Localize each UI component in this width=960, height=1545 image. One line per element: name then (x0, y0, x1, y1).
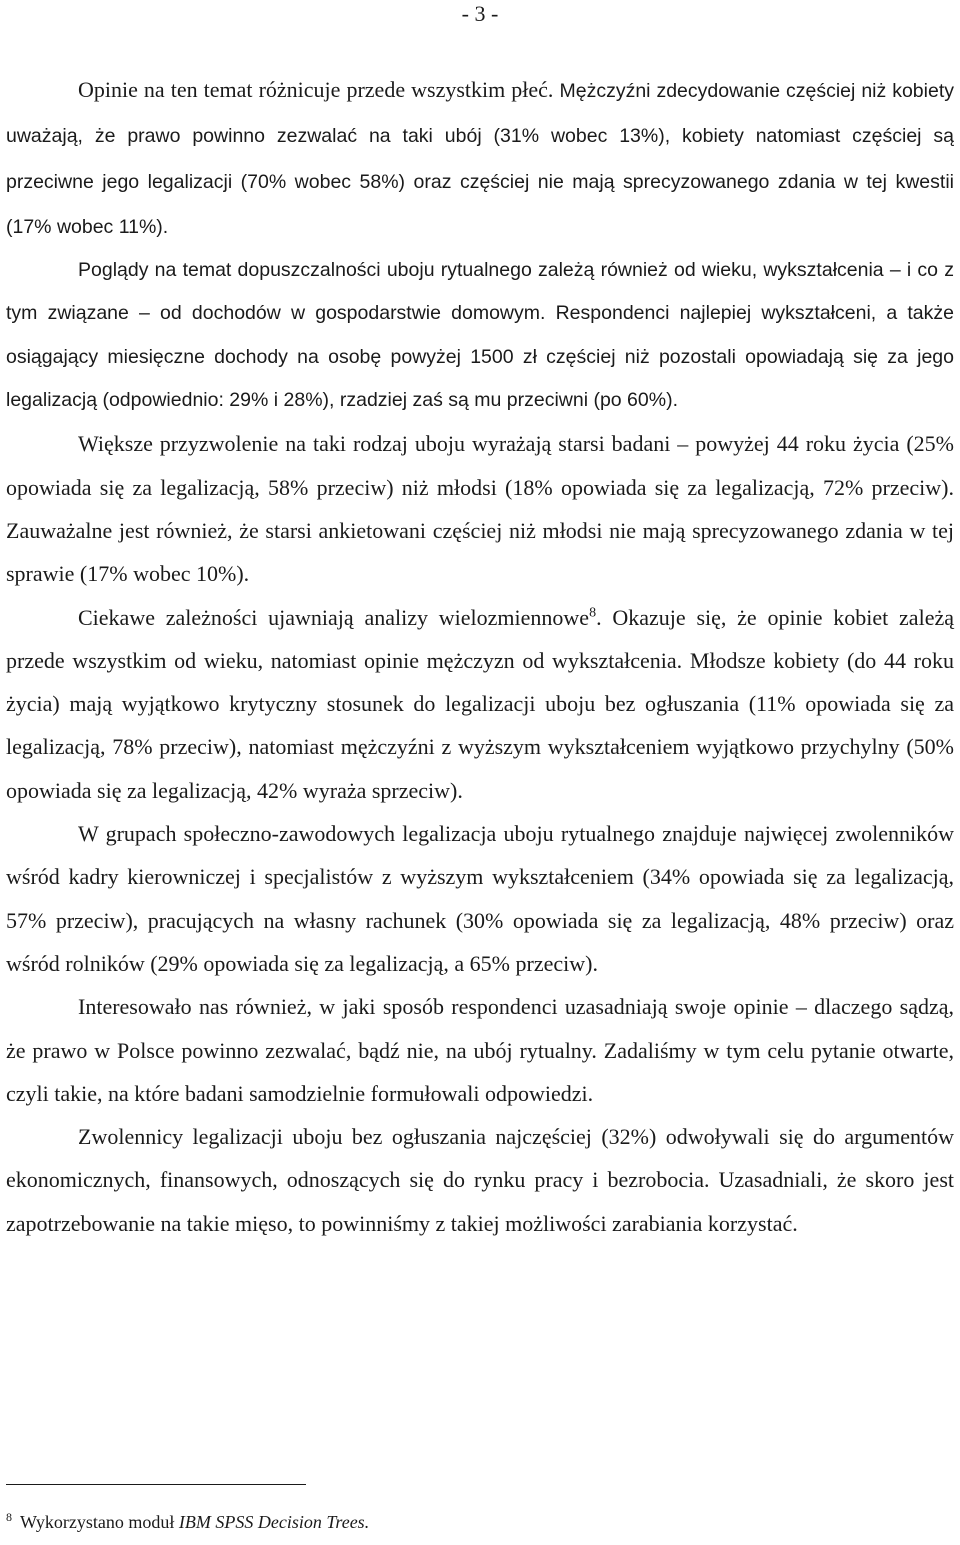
footnote-reference: 8 (589, 605, 597, 621)
paragraph-gender-sans-text: Mężczyźni zdecydowanie częściej niż kobiety uważają, że prawo powinno zezwalać na taki ubój (31% wobec 13%), kobiety natomiast częściej są przeciwne jego legalizacji (70% wobec 58%) oraz częściej nie mają sprecyzowanego zdania w tej kwestii (17% wobec 11%). (6, 80, 954, 238)
footnote-text: Wykorzystano moduł (20, 1512, 179, 1532)
paragraph-open-question: Interesowało nas również, w jaki sposób respondenci uzasadniają swoje opinie – dlaczego sądzą, że prawo w Polsce powinno zezwalać, bądź nie, na ubój rytualny. Zadaliśmy w tym celu pytanie otwarte, czyli takie, na które badani samodzielnie formułowali odpowiedzi. (6, 994, 954, 1106)
footnote (6, 1510, 946, 1534)
paragraph-age-education: Poglądy na temat dopuszczalności uboju rytualnego zależą również od wieku, wykształcenia – i co z tym związane – od dochodów w gospodarstwie domowym. Respondenci najlepiej wykształceni, a także osiągający miesięczne dochody na osobę powyżej 1500 zł częściej niż pozostali opowiadają się za jego legalizacją (odpowiednio: 29% i 28%), rzadziej zaś są mu przeciwni (po 60%). (6, 259, 954, 412)
page-number: - 3 - (461, 1, 499, 26)
paragraph-gender-serif-text: Opinie na ten temat różnicuje przede wszystkim płeć. (78, 77, 554, 102)
paragraph-multivariate (6, 596, 954, 812)
paragraph-older-respondents: Większe przyzwolenie na taki rodzaj uboju wyrażają starsi badani – powyżej 44 roku życia (25% opowiada się za legalizacją, 58% przeciw) niż młodsi (18% opowiada się za legalizacją, 72% przeciw). Zauważalne jest również, że starsi ankietowani częściej niż młodsi nie mają sprecyzowanego zdania w tej sprawie (17% wobec 10%). (6, 431, 954, 587)
paragraph-supporters-arguments: Zwolennicy legalizacji uboju bez ogłuszania najczęściej (32%) odwoływali się do argumentów ekonomicznych, finansowych, odnoszących się do rynku pracy i bezrobocia. Uzasadniali, że skoro jest zapotrzebowanie na takie mięso, to powinniśmy z takiej możliwości zarabiania korzystać. (6, 1124, 954, 1236)
paragraph-multivariate-text-end: . Okazuje się, że opinie kobiet zależą przede wszystkim od wieku, natomiast opinie mężczyzn od wykształcenia. Młodsze kobiety (do 44 roku życia) mają wyjątkowo krytyczny stosunek do legalizacji uboju bez ogłuszania (11% opowiada się za legalizacją, 78% przeciw), natomiast mężczyźni z wyższym wykształceniem wyjątkowo przychylny (50% opowiada się za legalizacją, 42% wyraża sprzeciw). (6, 604, 954, 803)
paragraph-gender (6, 68, 954, 249)
paragraph-multivariate-text-start: Ciekawe zależności ujawniają analizy wielozmiennowe (78, 604, 590, 630)
document-body (6, 68, 954, 1245)
footnote-italic-text: IBM SPSS Decision Trees. (178, 1512, 370, 1532)
paragraph-socio-professional: W grupach społeczno-zawodowych legalizacja uboju rytualnego znajduje najwięcej zwolenników wśród kadry kierowniczej i specjalistów z wyższym wykształceniem (34% opowiada się za legalizacją, 57% przeciw), pracujących na własny rachunek (30% opowiada się za legalizacją, 48% przeciw) oraz wśród rolników (29% opowiada się za legalizacją, a 65% przeciw). (6, 821, 954, 976)
footnote-number: 8 (6, 1510, 12, 1524)
footnote-separator (6, 1484, 306, 1485)
